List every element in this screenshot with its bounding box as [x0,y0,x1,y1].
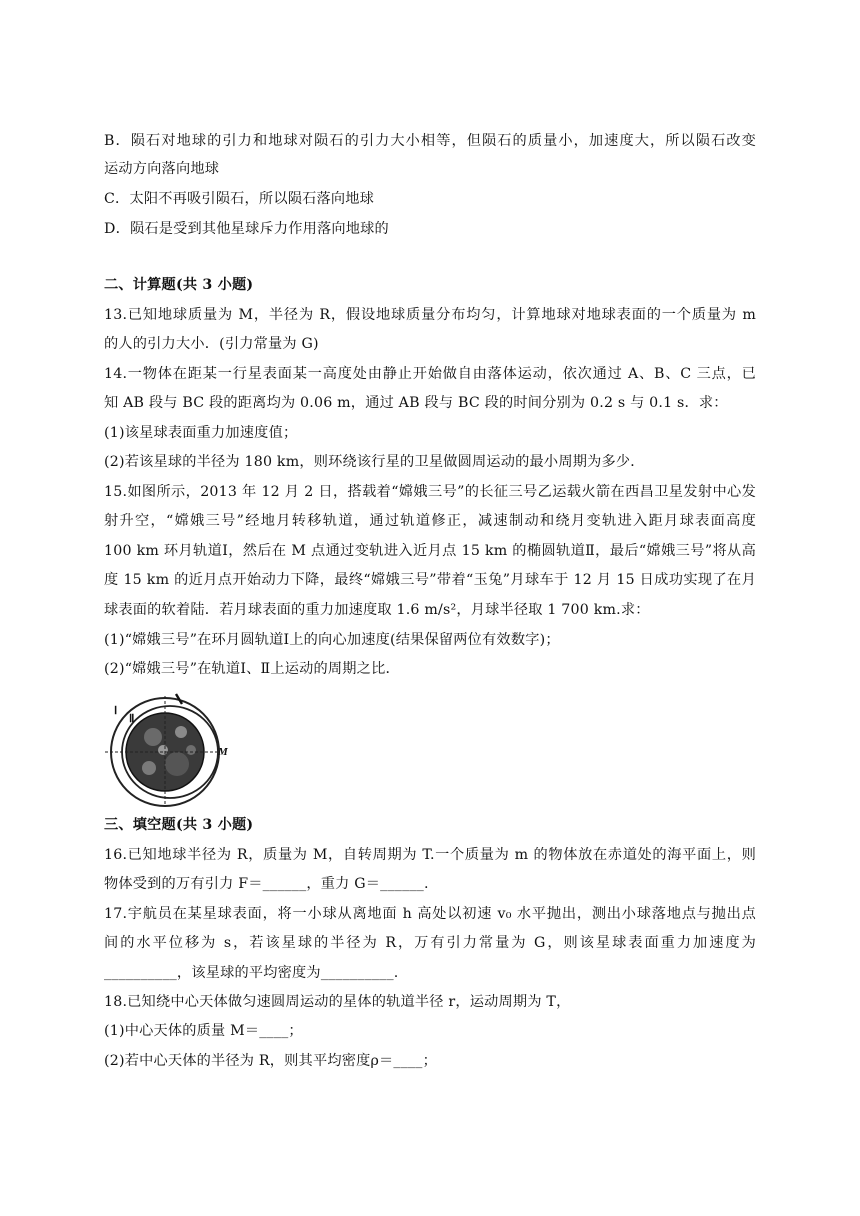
moon-crater [158,745,168,755]
question-15-line-1: 15.如图所示，2013 年 12 月 2 日，搭载着“嫦娥三号”的长征三号乙运载火箭在西昌卫星发射中心发 [104,484,756,500]
question-15-line-2: 射升空，“嫦娥三号”经地月转移轨道，通过轨道修正，减速制动和绕月变轨进入距月球表面高度 [104,513,756,529]
question-14-part-2: (2)若该星球的半径为 180 km，则环绕该行星的卫星做圆周运动的最小周期为多少． [104,454,645,470]
orbit-i-label: Ⅰ [114,705,118,717]
question-15-part-2: (2)“嫦娥三号”在轨道Ⅰ、Ⅱ上运动的周期之比． [104,661,400,677]
section-calculation-heading: 二、计算题(共 3 小题) [104,277,254,293]
point-m-label: M [218,746,228,758]
option-c: C．太阳不再吸引陨石，所以陨石落向地球 [104,191,375,207]
question-17-line-1: 17.宇航员在某星球表面，将一小球从离地面 h 高处以初速 v₀ 水平抛出，测出小球落地点与抛出点 [104,906,756,922]
question-15-line-4: 度 15 km 的近月点开始动力下降，最终“嫦娥三号”带着“玉兔”月球车于 12 月 15 日成功实现了在月 [104,572,756,588]
moon-orbit-figure [103,692,233,808]
question-14-line-2: 知 AB 段与 BC 段的距离均为 0.06 m，通过 AB 段与 BC 段的时间分别为 0.2 s 与 0.1 s．求： [104,395,728,411]
question-13-line-1: 13.已知地球质量为 M，半径为 R，假设地球质量分布均匀，计算地球对地球表面的一个质量为 m [104,307,756,323]
moon-crater [186,745,196,755]
question-18-part-1: (1)中心天体的质量 M＝____； [104,1023,303,1039]
option-b-line-1: B．陨石对地球的引力和地球对陨石的引力大小相等，但陨石的质量小，加速度大，所以陨石改变 [104,133,756,149]
question-18-line-1: 18.已知绕中心天体做匀速圆周运动的星体的轨道半径 r，运动周期为 T， [104,994,571,1010]
question-16-line-1: 16.已知地球半径为 R，质量为 M，自转周期为 T.一个质量为 m 的物体放在赤道处的海平面上，则 [104,847,756,863]
question-18-part-2: (2)若中心天体的半径为 R，则其平均密度ρ＝____； [104,1053,437,1069]
question-15-part-1: (1)“嫦娥三号”在环月圆轨道Ⅰ上的向心加速度(结果保留两位有效数字)； [104,632,560,648]
moon-crater [165,752,189,776]
question-17-line-2: 间的水平位移为 s，若该星球的半径为 R，万有引力常量为 G，则该星球表面重力加速度为 [104,935,756,951]
question-14-part-1: (1)该星球表面重力加速度值； [104,425,298,441]
option-d: D．陨石是受到其他星球斥力作用落向地球的 [104,221,389,237]
moon-crater [142,761,156,775]
question-15-line-5: 球表面的软着陆．若月球表面的重力加速度取 1.6 m/s²，月球半径取 1 700 km.求： [104,602,650,618]
moon-crater [144,728,162,746]
moon-crater [175,726,187,738]
orbit-ii-label: Ⅱ [129,713,135,725]
question-16-line-2: 物体受到的万有引力 F＝______，重力 G＝______. [104,876,429,892]
question-13-line-2: 的人的引力大小．(引力常量为 G) [104,336,319,352]
option-b-line-2: 运动方向落向地球 [104,161,220,177]
question-14-line-1: 14.一物体在距某一行星表面某一高度处由静止开始做自由落体运动，依次通过 A、B、C 三点，已 [104,366,756,382]
question-17-line-3: __________，该星球的平均密度为__________. [104,965,399,981]
section-fill-blank-heading: 三、填空题(共 3 小题) [104,817,254,833]
question-15-line-3: 100 km 环月轨道Ⅰ，然后在 M 点通过变轨进入近月点 15 km 的椭圆轨道Ⅱ，最后“嫦娥三号”将从高 [104,543,756,559]
